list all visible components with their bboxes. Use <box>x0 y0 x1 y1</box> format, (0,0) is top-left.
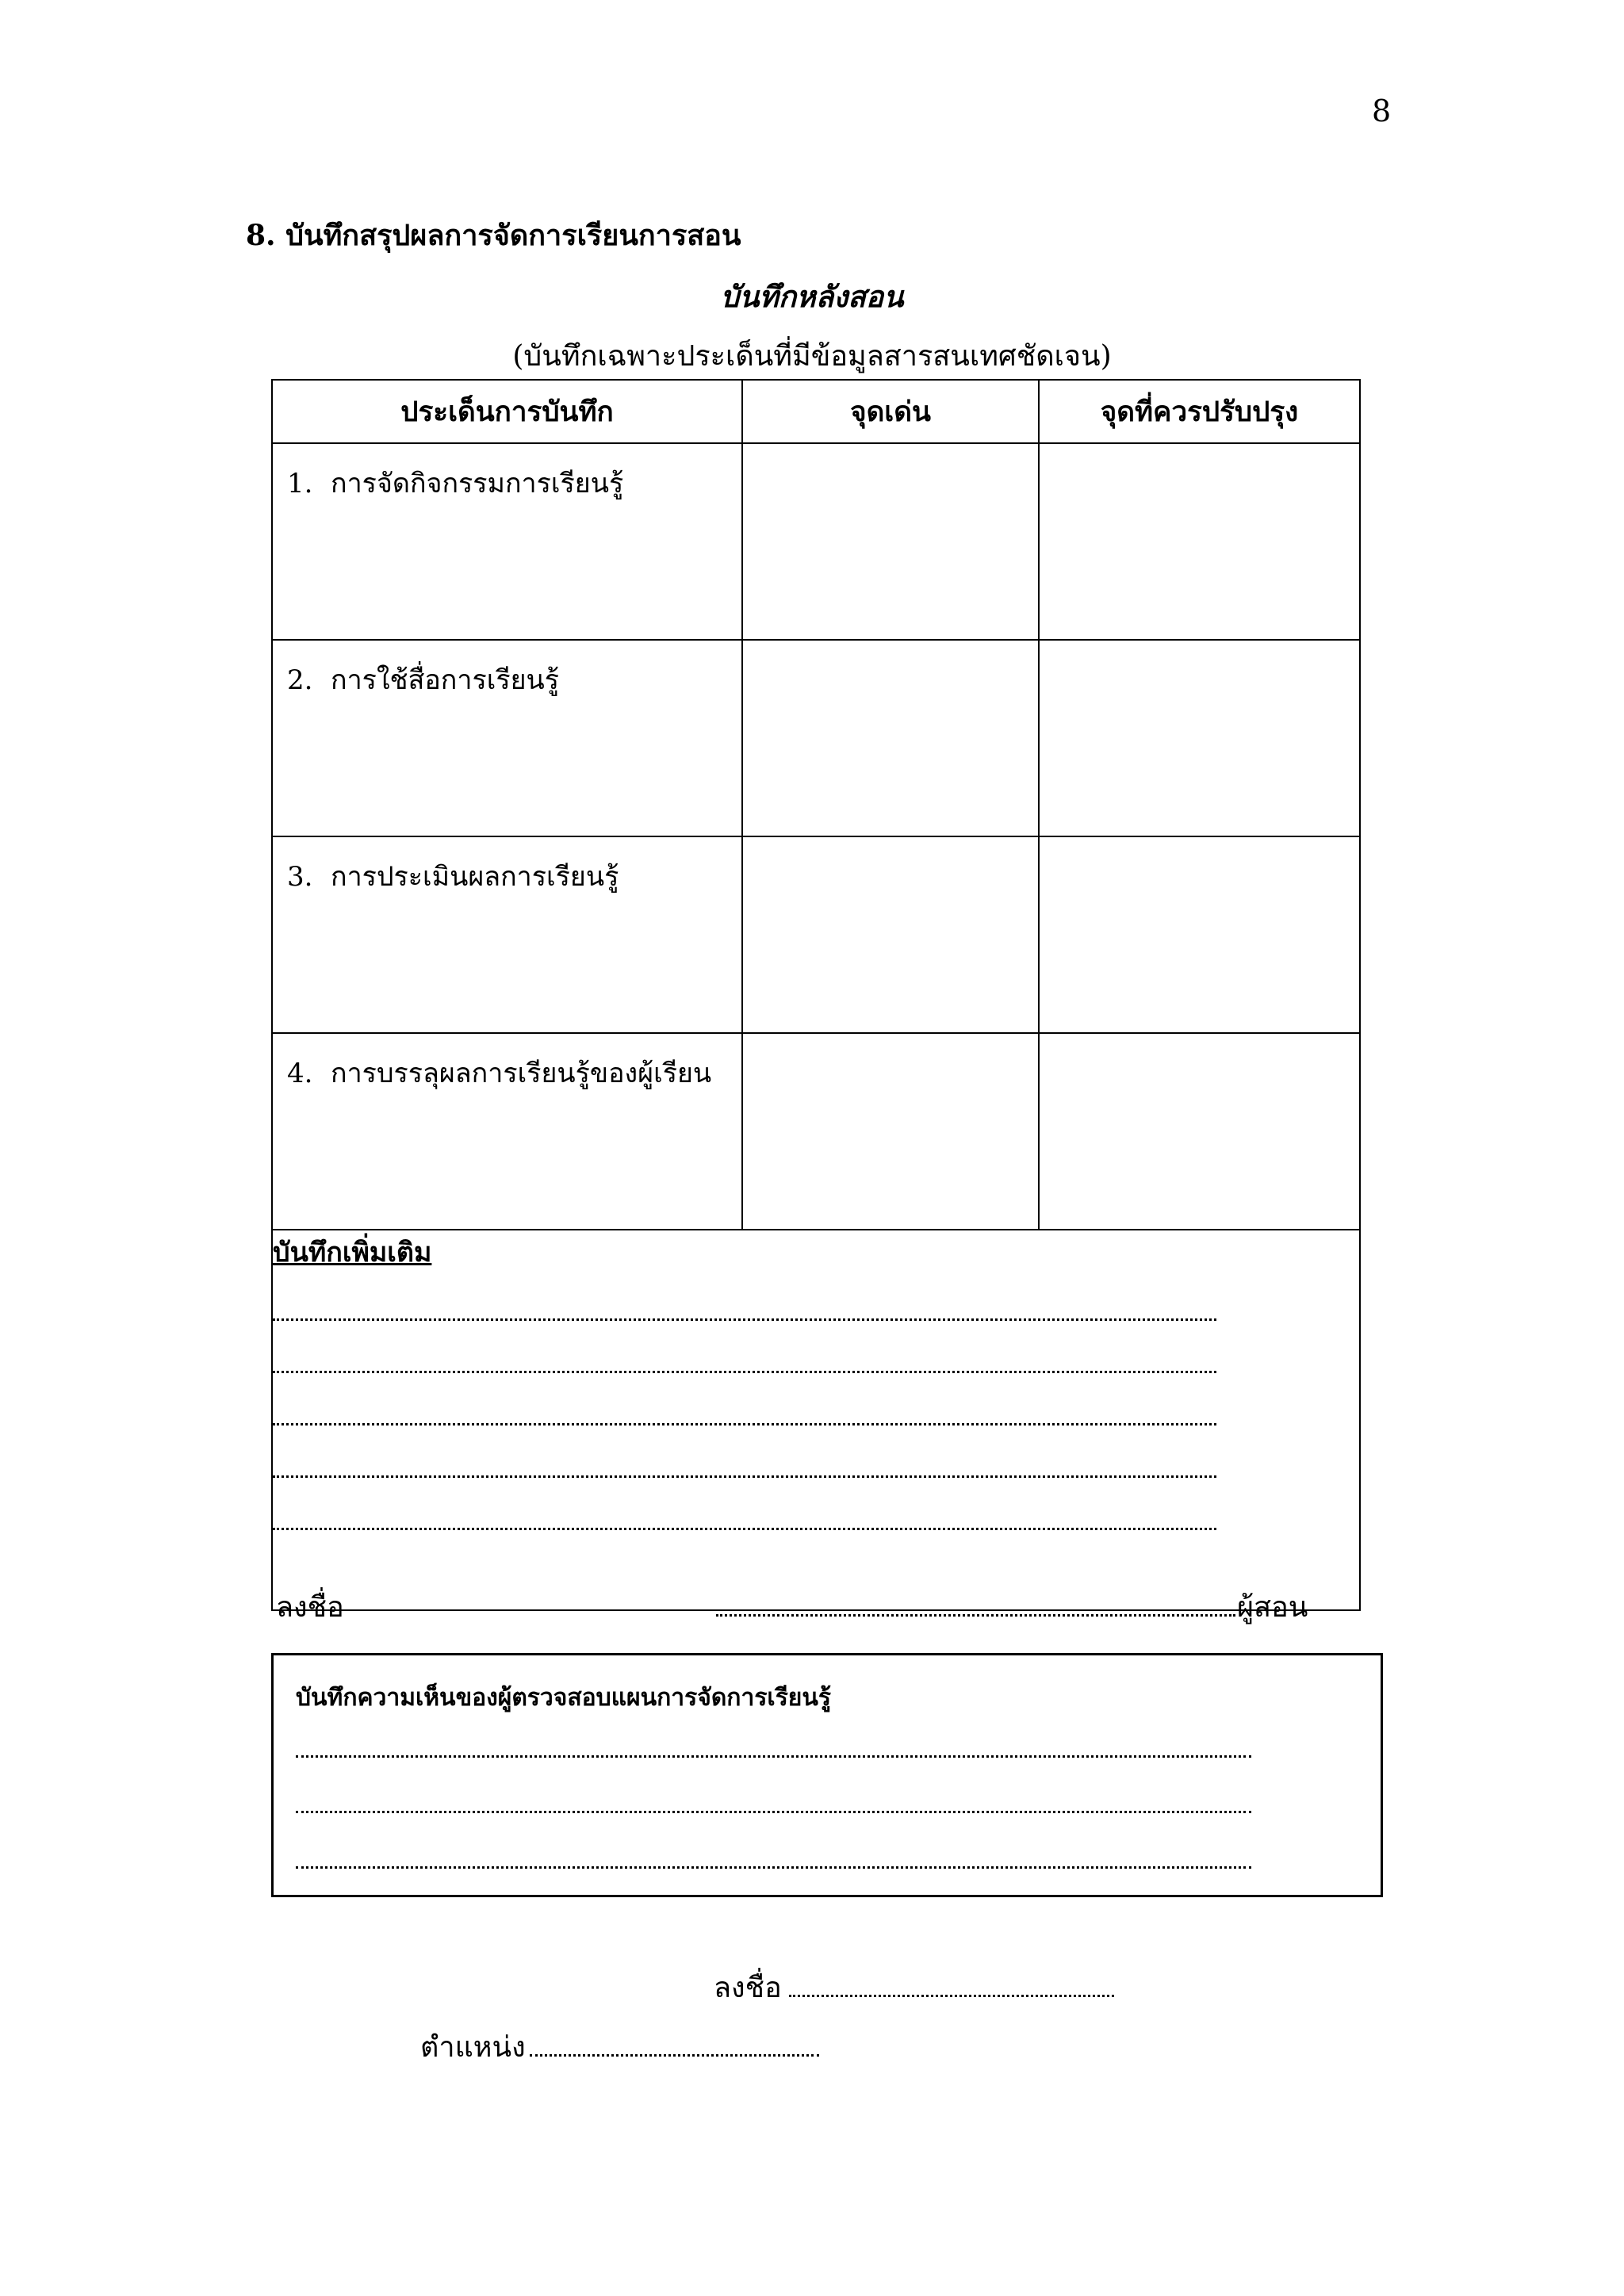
topic-cell <box>272 1033 742 1230</box>
column-header-topic: ประเด็นการบันทึก <box>272 380 742 443</box>
review-title: บันทึกความเห็นของผู้ตรวจสอบแผนการจัดการเรียนรู้ <box>296 1684 831 1712</box>
row-number: 4. <box>287 1058 313 1089</box>
dotted-line[interactable] <box>273 1425 1216 1478</box>
teacher-sign-label: ลงชื่อ <box>276 1591 344 1624</box>
section-heading: 8. บันทึกสรุปผลการจัดการเรียนการสอน <box>246 219 741 252</box>
strengths-cell[interactable] <box>742 443 1039 640</box>
improvements-cell[interactable] <box>1039 836 1360 1033</box>
extra-notes-cell <box>272 1230 1360 1610</box>
row-label: การบรรลุผลการเรียนรู้ของผู้เรียน <box>331 1058 712 1089</box>
dotted-line[interactable] <box>273 1302 1216 1321</box>
review-box <box>271 1653 1383 1897</box>
table-row <box>272 443 1360 640</box>
reviewer-position-line[interactable] <box>530 2054 819 2057</box>
strengths-cell[interactable] <box>742 640 1039 836</box>
dotted-line[interactable] <box>273 1373 1216 1425</box>
reviewer-sign-label: ลงชื่อ <box>714 1972 782 2004</box>
table-header-row <box>272 380 1360 443</box>
record-table <box>271 379 1361 1611</box>
dotted-line[interactable] <box>273 1478 1216 1530</box>
row-label: การใช้สื่อการเรียนรู้ <box>331 664 560 696</box>
dotted-line[interactable] <box>296 1728 1251 1758</box>
extra-notes-row <box>272 1230 1360 1610</box>
topic-cell <box>272 836 742 1033</box>
row-number: 1. <box>287 468 313 499</box>
column-header-improvements: จุดที่ควรปรับปรุง <box>1039 380 1360 443</box>
extra-notes-title: บันทึกเพิ่มเติม <box>273 1237 432 1269</box>
page-number: 8 <box>1372 94 1392 128</box>
table-row <box>272 640 1360 836</box>
row-number: 3. <box>287 861 313 893</box>
row-label: การประเมินผลการเรียนรู้ <box>331 861 619 893</box>
reviewer-sign-line[interactable] <box>789 1995 1114 1997</box>
topic-cell <box>272 640 742 836</box>
teacher-sign-line[interactable] <box>716 1614 1235 1617</box>
improvements-cell[interactable] <box>1039 443 1360 640</box>
strengths-cell[interactable] <box>742 1033 1039 1230</box>
row-label: การจัดกิจกรรมการเรียนรู้ <box>331 468 624 499</box>
subtitle: บันทึกหลังสอน <box>720 279 904 314</box>
topic-cell <box>272 443 742 640</box>
dotted-line[interactable] <box>273 1321 1216 1373</box>
improvements-cell[interactable] <box>1039 1033 1360 1230</box>
column-header-strengths: จุดเด่น <box>742 380 1039 443</box>
teacher-role: ผู้สอน <box>1237 1591 1308 1624</box>
reviewer-position-label: ตำแหน่ง <box>420 2031 526 2064</box>
row-number: 2. <box>287 664 313 696</box>
table-row <box>272 836 1360 1033</box>
improvements-cell[interactable] <box>1039 640 1360 836</box>
strengths-cell[interactable] <box>742 836 1039 1033</box>
table-row <box>272 1033 1360 1230</box>
note: (บันทึกเฉพาะประเด็นที่มีข้อมูลสารสนเทศชัดเจน) <box>512 340 1112 373</box>
dotted-line[interactable] <box>296 1813 1251 1869</box>
dotted-line[interactable] <box>296 1758 1251 1813</box>
